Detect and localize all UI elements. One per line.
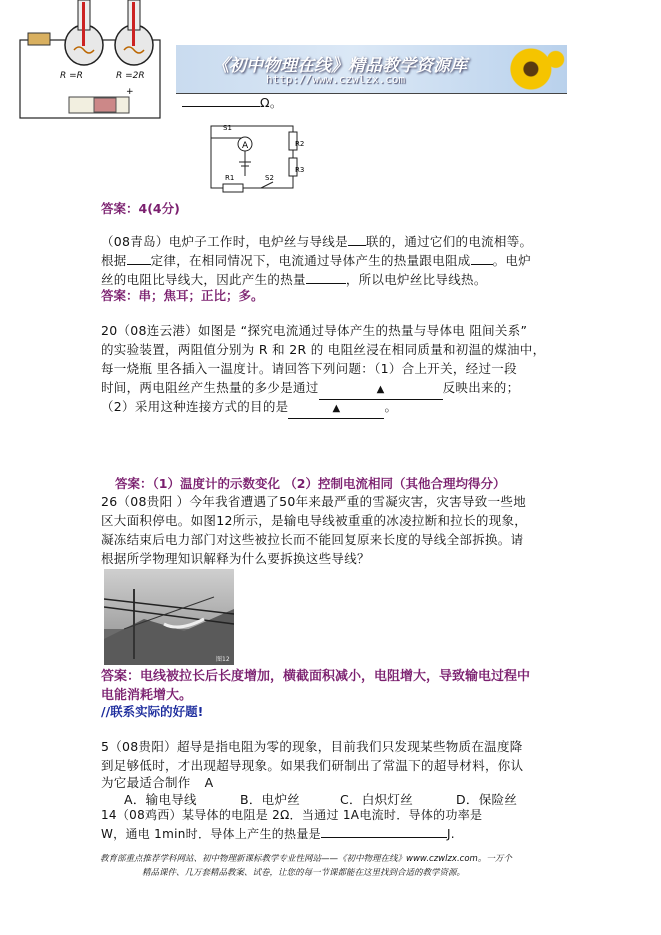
banner-title: 《初中物理在线》精品教学资源库	[212, 56, 467, 76]
qingdao-line2: 根据 定律，在相同情况下，电流通过导体产生的热量跟电阻成 。电炉	[101, 253, 532, 268]
banner-url: http://www.czwlzx.com	[266, 73, 406, 86]
guiyang26-line4: 根据所学物理知识解释为什么要拆换这些导线？	[101, 551, 370, 566]
r2-label: R2	[295, 140, 305, 148]
option-b: B．电炉丝	[240, 792, 301, 807]
lianyungang-line4: 时间，两电阻丝产生热量的多少是通过 ▲ 反映出来的；	[101, 378, 519, 400]
s1-label: S1	[223, 124, 232, 132]
lianyungang-line5: （2）采用这种连接方式的目的是 ▲ 。	[101, 397, 397, 419]
jixi-line2: W，通电 1min时．导体上产生的热量是 J.	[101, 827, 455, 841]
photo-caption: 图12	[216, 656, 230, 663]
r1-label: R1	[225, 174, 235, 182]
jixi-line1: 14（08鸡西）某导体的电阻是 2Ω．当通过 1A电流时．导体的功率是	[101, 808, 483, 822]
ammeter-label: A	[242, 141, 249, 151]
answer-top: 答案：4(4分)	[101, 201, 180, 216]
ice-power-line-photo	[104, 569, 234, 665]
guiyang26-line1: 26（08贵阳 ）今年我省遭遇了50年来最严重的雪凝灾害，灾害导致一些地	[101, 494, 526, 509]
answer-guiyang26-line2: 电能消耗增大。	[101, 688, 193, 703]
option-c: C．白炽灯丝	[340, 792, 414, 807]
r3-label: R3	[295, 166, 305, 174]
answer-guiyang26-line1: 答案：电线被拉长后长度增加，横截面积减小，电阻增大，导致输电过程中	[101, 669, 531, 684]
footer-line1: 教育部重点推荐学科网站、初中物理新课标教学专业性网站——《初中物理在线》www.czwlzx.com。一万个	[100, 854, 512, 864]
guiyang5-line2: 到足够低时，才出现超导现象。如果我们研制出了常温下的超导材料，你认	[101, 758, 524, 773]
inline-answer: A	[204, 775, 214, 790]
lianyungang-line3: 每一烧瓶 里各插入一温度计。请回答下列问题：（1）合上开关，经过一段	[101, 361, 517, 376]
option-d: D．保险丝	[456, 792, 518, 807]
flask-label-left: R =R	[60, 71, 83, 81]
footer-line2: 精品课件、几万套精品教案、试卷，让您的每一节课都能在这里找到合适的教学资源。	[142, 868, 466, 878]
guiyang26-line2: 区大面积停电。如图12所示，是输电导线被重重的冰凌拉断和拉长的现象，	[101, 513, 528, 528]
top-question-tail: Ω。	[182, 93, 283, 112]
sunflower-image	[503, 45, 565, 93]
svg-text:+: +	[126, 87, 134, 97]
option-a: A．输电导线	[124, 792, 197, 807]
lianyungang-line1: 20（08连云港）如图是 “探究电流通过导体产生的热量与导体电 阻间关系”	[101, 323, 528, 338]
guiyang26-line3: 凝冻结束后电力部门对这些被拉长而不能回复原来长度的导线全部拆换。请	[101, 532, 524, 547]
answer-lianyungang: 答案：（1）温度计的示数变化 （2）控制电流相同（其他合理均得分）	[115, 476, 506, 491]
qingdao-line1: （08青岛）电炉子工作时，电炉丝与导线是 联的，通过它们的电流相等。	[101, 234, 533, 249]
guiyang5-line3: 为它最适合制作 A	[101, 775, 214, 790]
answer-qingdao: 答案：串；焦耳；正比；多。	[101, 288, 264, 303]
s2-label: S2	[265, 174, 274, 182]
comment-good-question: //联系实际的好题!	[101, 704, 204, 719]
flask-label-right: R =2R	[116, 71, 145, 81]
guiyang5-line1: 5（08贵阳）超导是指电阻为零的现象，目前我们只发现某些物质在温度降	[101, 739, 523, 754]
blank-marker: ▲	[332, 403, 341, 414]
lianyungang-line2: 的实验装置，两阻值分别为 R 和 2R 的 电阻丝浸在相同质量和初温的煤油中，	[101, 342, 546, 357]
blank-marker: ▲	[376, 384, 385, 395]
site-banner	[176, 45, 567, 93]
series-circuit-figure	[203, 118, 313, 196]
qingdao-line3: 丝的电阻比导线大，因此产生的热量 ，所以电炉丝比导线热。	[101, 272, 487, 287]
two-flask-circuit-figure	[14, 0, 164, 122]
